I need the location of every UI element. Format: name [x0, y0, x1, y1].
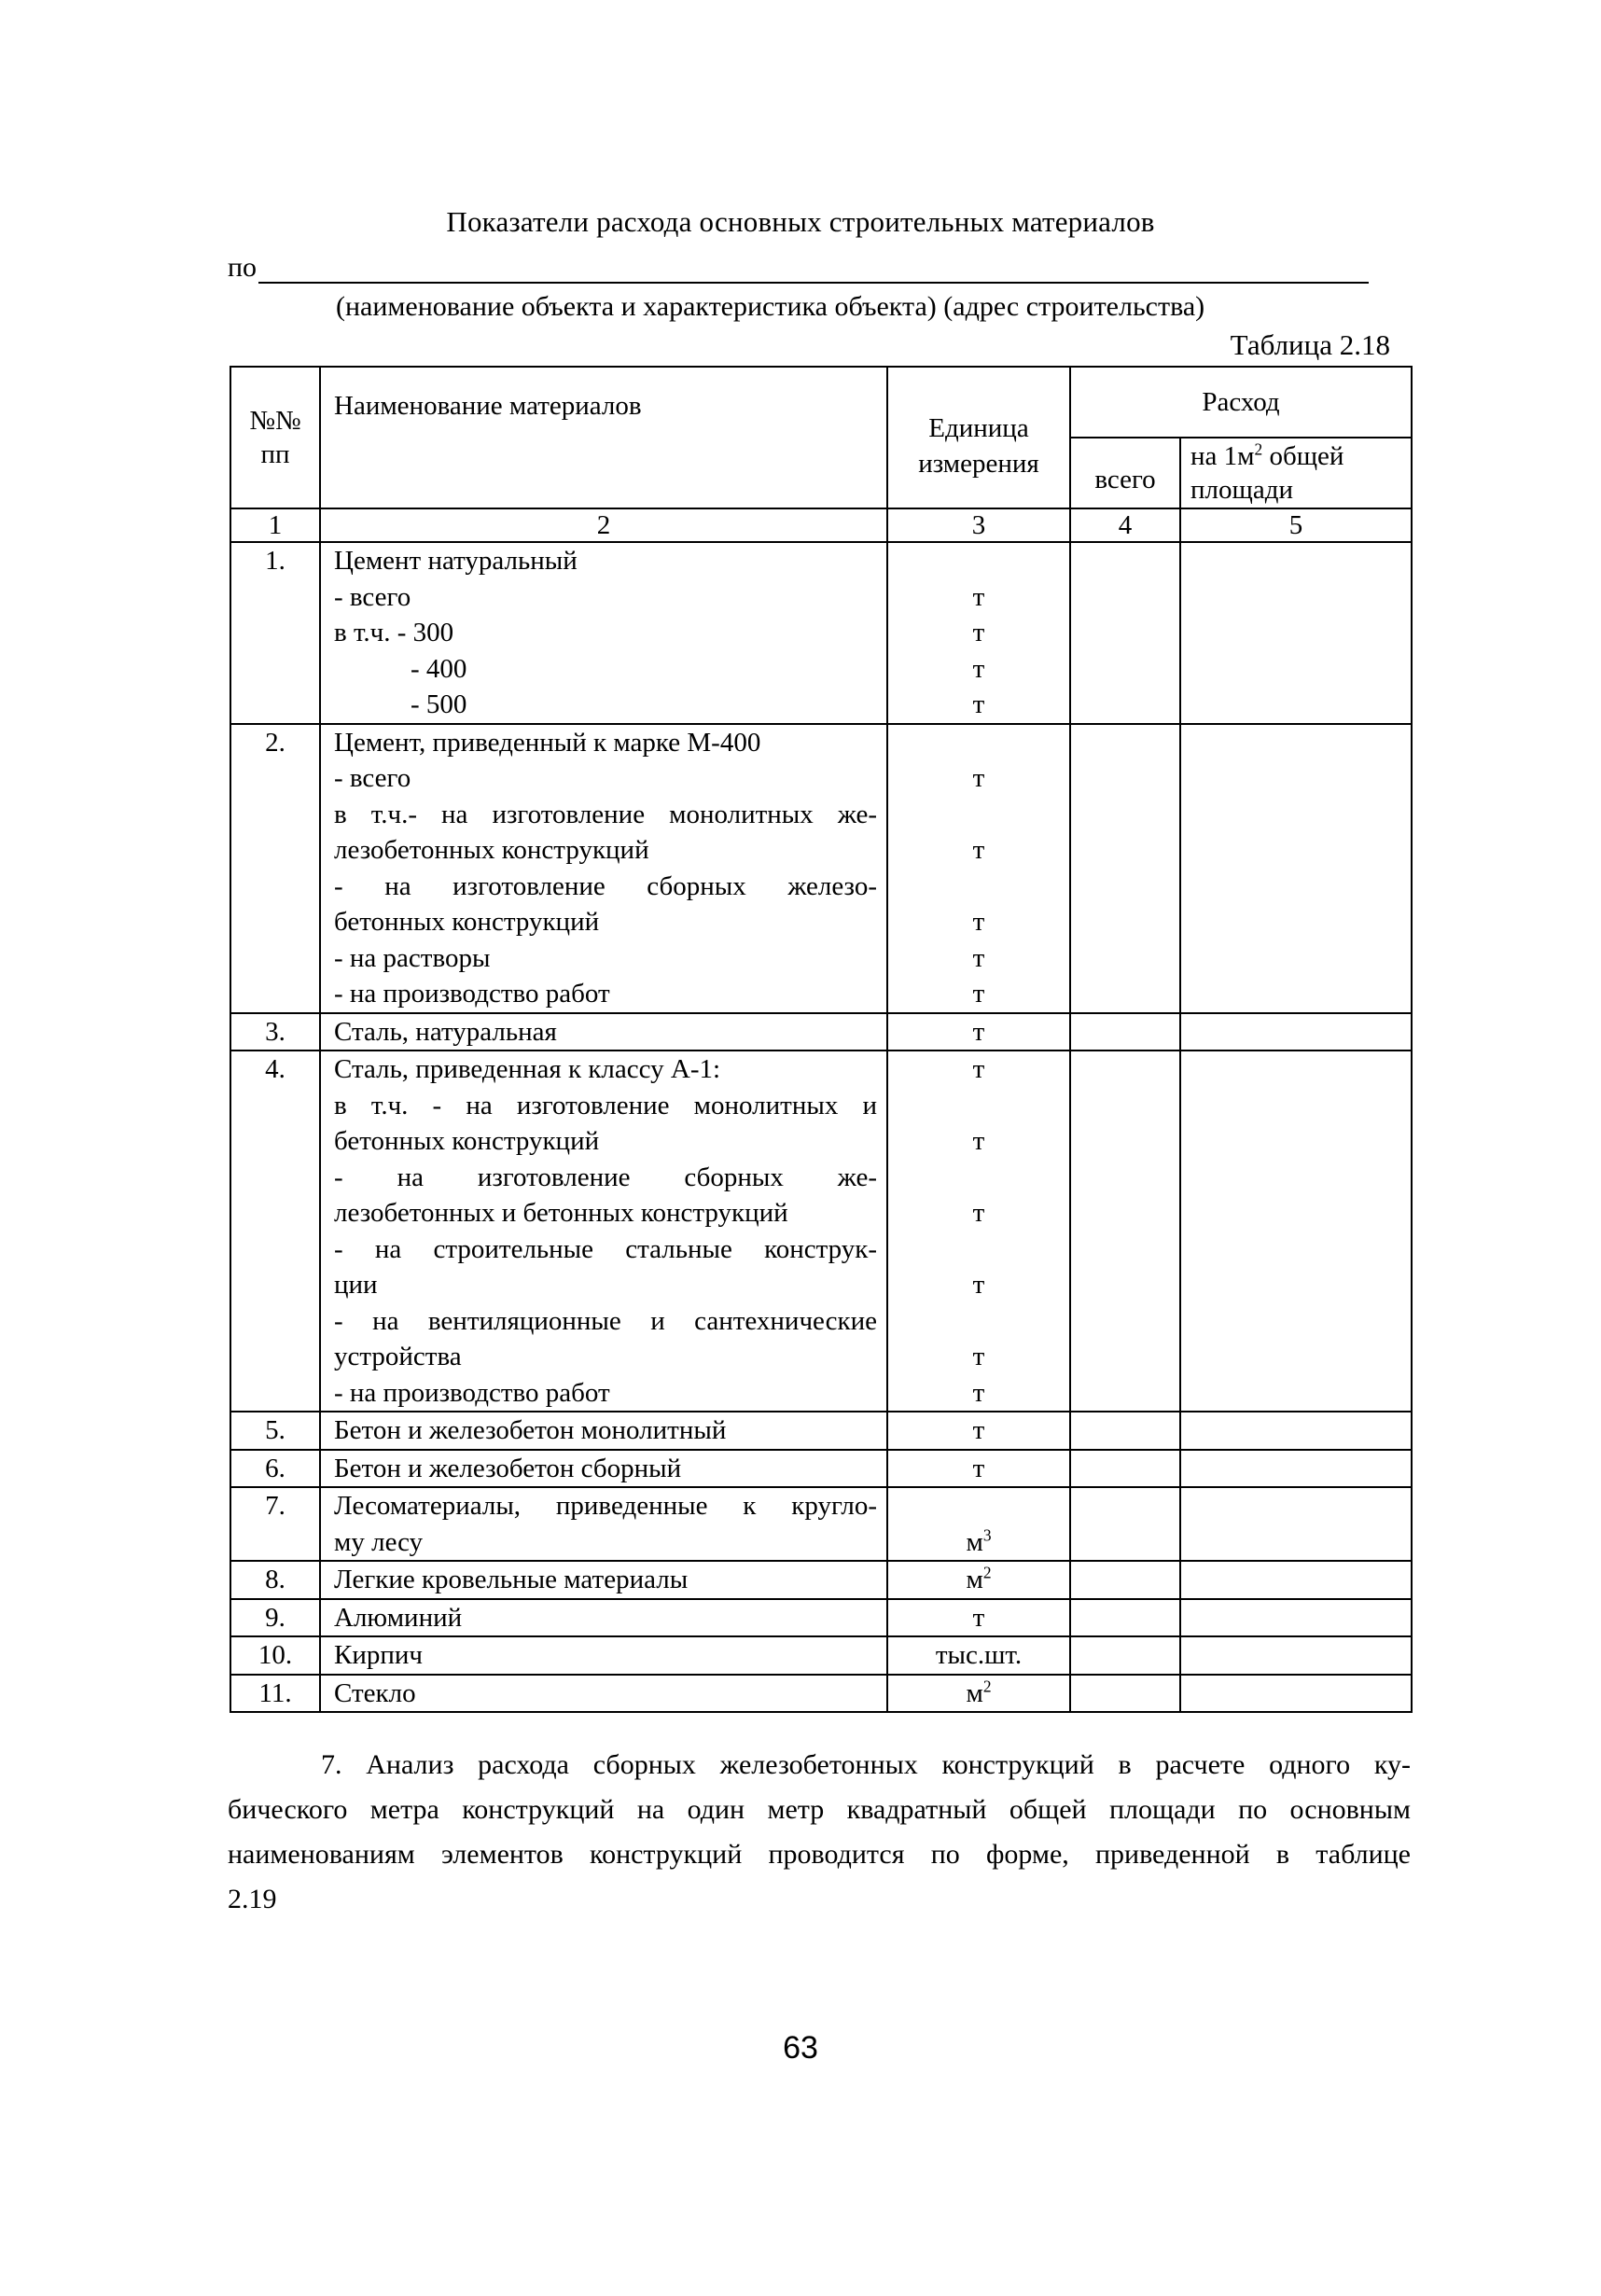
material-name-line: Стекло — [334, 1677, 416, 1708]
material-name-line: бетонных конструкций — [334, 907, 600, 937]
paragraph-line-3: наименованиям элементов конструкций проводится по форме, приведенной в таблице — [228, 1839, 1411, 1870]
material-name — [320, 1675, 887, 1713]
header-unit-line2: измерения — [918, 449, 1039, 479]
unit-text: т — [972, 653, 985, 684]
consumption-per-m2-cell — [1180, 724, 1412, 1013]
column-index-3: 3 — [887, 508, 1070, 542]
row-number: 2. — [230, 724, 320, 1013]
material-name-line: Сталь, натуральная — [334, 1016, 557, 1047]
unit-line — [888, 904, 1069, 940]
material-name-line: - на производство работ — [334, 1377, 610, 1408]
row-number: 11. — [230, 1675, 320, 1713]
header-per-m2 — [1180, 438, 1412, 508]
unit-line — [888, 869, 1069, 905]
column-index-4: 4 — [1070, 508, 1180, 542]
material-name-line: Сталь, приведенная к классу А-1: — [334, 1054, 721, 1084]
header-per-m2-a: на 1м — [1190, 441, 1255, 471]
material-name-line: - на производство работ — [334, 979, 610, 1009]
unit-text: т — [972, 763, 985, 793]
row-number: 9. — [230, 1599, 320, 1637]
header-total — [1070, 438, 1180, 508]
unit-text: т — [972, 581, 985, 612]
materials-table — [230, 366, 1413, 1713]
header-consumption-text: Расход — [1202, 386, 1280, 417]
row-number: 1. — [230, 542, 320, 724]
material-name-line: - 500 — [411, 689, 467, 719]
unit-text: м — [966, 1565, 983, 1594]
unit-line — [888, 1524, 1069, 1561]
unit-line — [888, 651, 1069, 688]
unit-text: т — [972, 979, 985, 1009]
material-name-line: Кирпич — [334, 1640, 423, 1670]
header-num — [230, 367, 320, 508]
material-name-line: - всего — [334, 581, 411, 612]
header-name-text: Наименование материалов — [334, 391, 642, 421]
material-name-line: - на изготовление сборных железо- — [334, 870, 877, 901]
consumption-total-cell — [1070, 724, 1180, 1013]
paragraph-line-1: 7. Анализ расхода сборных железобетонных конструкций в расчете одного ку- — [321, 1749, 1411, 1780]
unit-text: м — [966, 1677, 983, 1708]
material-name — [320, 1051, 887, 1412]
unit-text: т — [972, 1198, 985, 1228]
header-per-m2-line1 — [1190, 439, 1411, 473]
unit-superscript: 2 — [982, 1676, 992, 1695]
unit-of-measure — [887, 542, 1070, 724]
material-name-line: в т.ч.- на изготовление монолитных же- — [334, 799, 877, 829]
material-name — [320, 1450, 887, 1488]
material-name-line: устройства — [334, 1342, 462, 1371]
unit-line — [888, 1123, 1069, 1160]
unit-line — [888, 1676, 1069, 1712]
unit-line — [888, 579, 1069, 616]
unit-superscript: 2 — [982, 1563, 992, 1582]
material-name-line: Бетон и железобетон монолитный — [334, 1415, 727, 1445]
consumption-per-m2-cell — [1180, 1675, 1412, 1713]
table-row — [230, 1675, 1412, 1713]
material-name — [320, 1013, 887, 1051]
material-name-line: лезобетонных и бетонных конструкций — [334, 1198, 788, 1228]
unit-line — [888, 1267, 1069, 1303]
unit-line — [888, 1051, 1069, 1088]
unit-line — [888, 1488, 1069, 1524]
consumption-per-m2-cell — [1180, 542, 1412, 724]
unit-line — [888, 615, 1069, 651]
material-name-line: Легкие кровельные материалы — [334, 1565, 689, 1594]
consumption-total-cell — [1070, 1450, 1180, 1488]
header-num-text: №№ пп — [249, 406, 301, 469]
po-label: по — [228, 252, 258, 283]
consumption-total-cell — [1070, 1013, 1180, 1051]
consumption-total-cell — [1070, 1636, 1180, 1675]
unit-line — [888, 1303, 1069, 1340]
consumption-per-m2-cell — [1180, 1412, 1412, 1450]
row-number: 4. — [230, 1051, 320, 1412]
unit-of-measure — [887, 724, 1070, 1013]
unit-text: м — [966, 1526, 983, 1557]
table-row — [230, 1487, 1412, 1561]
material-name-line: Цемент натуральный — [334, 546, 578, 576]
unit-line — [888, 1231, 1069, 1268]
material-name — [320, 1561, 887, 1599]
table-row — [230, 1051, 1412, 1412]
unit-text: т — [972, 1602, 985, 1633]
unit-text: тыс.шт. — [935, 1640, 1023, 1670]
object-name-blank — [258, 256, 1369, 284]
consumption-per-m2-cell — [1180, 1636, 1412, 1675]
unit-text: т — [972, 942, 985, 973]
unit-text: т — [972, 835, 985, 865]
unit-of-measure — [887, 1561, 1070, 1599]
unit-text: т — [972, 1342, 985, 1371]
unit-of-measure — [887, 1599, 1070, 1637]
unit-line — [888, 687, 1069, 723]
material-name — [320, 1636, 887, 1675]
table-row — [230, 1412, 1412, 1450]
unit-line — [888, 760, 1069, 797]
header-total-text: всего — [1094, 464, 1156, 494]
material-name — [320, 542, 887, 724]
material-name-line: - на растворы — [334, 942, 491, 973]
object-subcaption: (наименование объекта и характеристика объекта) (адрес строительства) — [336, 291, 1205, 322]
material-name-line: лезобетонных конструкций — [334, 835, 649, 865]
row-number: 5. — [230, 1412, 320, 1450]
unit-of-measure — [887, 1675, 1070, 1713]
unit-of-measure — [887, 1412, 1070, 1450]
material-name-line: в т.ч. - 300 — [334, 618, 454, 647]
unit-superscript: 3 — [982, 1524, 992, 1544]
unit-line — [888, 1451, 1069, 1487]
row-number: 8. — [230, 1561, 320, 1599]
material-name-line: - 400 — [411, 653, 467, 684]
unit-line — [888, 1375, 1069, 1412]
consumption-total-cell — [1070, 1675, 1180, 1713]
unit-line — [888, 832, 1069, 869]
consumption-total-cell — [1070, 1412, 1180, 1450]
material-name-line: ции — [334, 1270, 378, 1300]
consumption-per-m2-cell — [1180, 1487, 1412, 1561]
header-consumption — [1070, 367, 1412, 438]
unit-line — [888, 1637, 1069, 1674]
paragraph-line-2: бического метра конструкций на один метр квадратный общей площади по основным — [228, 1794, 1411, 1825]
table-row — [230, 1013, 1412, 1051]
table-row — [230, 724, 1412, 1013]
row-number: 7. — [230, 1487, 320, 1561]
header-per-m2-b: общей — [1262, 441, 1344, 471]
consumption-per-m2-cell — [1180, 1450, 1412, 1488]
consumption-total-cell — [1070, 1599, 1180, 1637]
header-unit — [887, 367, 1070, 508]
unit-of-measure — [887, 1487, 1070, 1561]
column-index-2: 2 — [320, 508, 887, 542]
unit-text: т — [972, 1126, 985, 1156]
column-index-row — [230, 508, 1412, 542]
unit-line — [888, 1014, 1069, 1051]
header-per-m2-line2: площади — [1190, 475, 1293, 505]
material-name-line: бетонных конструкций — [334, 1126, 600, 1156]
unit-text: т — [972, 1415, 985, 1445]
material-name — [320, 1412, 887, 1450]
header-per-m2-sup: 2 — [1254, 439, 1263, 459]
consumption-total-cell — [1070, 1051, 1180, 1412]
material-name-line: Цемент, приведенный к марке М-400 — [334, 727, 761, 758]
material-name-line: - на вентиляционные и сантехнические — [334, 1305, 877, 1336]
page-number: 63 — [783, 2030, 818, 2066]
unit-line — [888, 976, 1069, 1012]
table-row — [230, 1599, 1412, 1637]
material-name-line: - всего — [334, 763, 411, 793]
unit-text: т — [972, 1016, 985, 1047]
unit-line — [888, 543, 1069, 579]
unit-of-measure — [887, 1051, 1070, 1412]
unit-line — [888, 725, 1069, 761]
header-unit-line1: Единица — [928, 413, 1029, 443]
material-name-line: - на изготовление сборных же- — [334, 1162, 877, 1192]
unit-text: т — [972, 1054, 985, 1084]
unit-text: т — [972, 907, 985, 937]
material-name-line: Бетон и железобетон сборный — [334, 1453, 682, 1483]
consumption-per-m2-cell — [1180, 1051, 1412, 1412]
material-name-line: му лесу — [334, 1526, 424, 1557]
unit-text: т — [972, 689, 985, 719]
consumption-total-cell — [1070, 1561, 1180, 1599]
unit-text: т — [972, 618, 985, 647]
unit-line — [888, 1339, 1069, 1375]
row-number: 10. — [230, 1636, 320, 1675]
row-number: 3. — [230, 1013, 320, 1051]
consumption-total-cell — [1070, 542, 1180, 724]
material-name-line: Лесоматериалы, приведенные к кругло- — [334, 1491, 877, 1521]
material-name-line: - на строительные стальные конструк- — [334, 1233, 877, 1264]
paragraph-7 — [228, 1743, 1411, 1922]
row-number: 6. — [230, 1450, 320, 1488]
object-name-line — [228, 252, 1375, 284]
unit-line — [888, 1088, 1069, 1124]
material-name — [320, 724, 887, 1013]
unit-text: т — [972, 1270, 985, 1300]
table-row — [230, 1636, 1412, 1675]
unit-line — [888, 1412, 1069, 1449]
unit-line — [888, 1160, 1069, 1196]
unit-of-measure — [887, 1450, 1070, 1488]
table-row — [230, 1450, 1412, 1488]
material-name — [320, 1599, 887, 1637]
unit-line — [888, 1600, 1069, 1636]
material-name-line: Алюминий — [334, 1602, 463, 1633]
unit-of-measure — [887, 1013, 1070, 1051]
consumption-per-m2-cell — [1180, 1599, 1412, 1637]
column-index-5: 5 — [1180, 508, 1412, 542]
page-title: Показатели расхода основных строительных материалов — [446, 205, 1155, 238]
unit-line — [888, 797, 1069, 833]
header-name — [320, 367, 887, 508]
unit-of-measure — [887, 1636, 1070, 1675]
paragraph-line-4: 2.19 — [228, 1884, 277, 1914]
consumption-total-cell — [1070, 1487, 1180, 1561]
consumption-per-m2-cell — [1180, 1013, 1412, 1051]
unit-text: т — [972, 1377, 985, 1408]
unit-line — [888, 1562, 1069, 1598]
column-index-1: 1 — [230, 508, 320, 542]
unit-text: т — [972, 1453, 985, 1483]
consumption-per-m2-cell — [1180, 1561, 1412, 1599]
unit-line — [888, 940, 1069, 977]
table-row — [230, 1561, 1412, 1599]
table-row — [230, 542, 1412, 724]
material-name-line: в т.ч. - на изготовление монолитных и — [334, 1090, 877, 1120]
unit-line — [888, 1195, 1069, 1231]
material-name — [320, 1487, 887, 1561]
table-caption: Таблица 2.18 — [1230, 328, 1390, 361]
